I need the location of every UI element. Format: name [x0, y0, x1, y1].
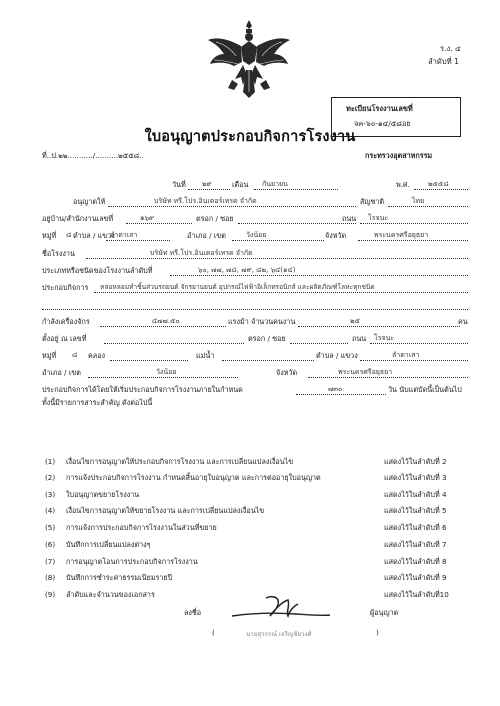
location-subdistrict-label: ตำบล / แขวง [316, 351, 358, 360]
canal-label: คลอง [88, 351, 106, 360]
date-year: ๒๕๕๘ [428, 180, 449, 188]
condition-page-ref: แสดงไว้ในลำดับที่ 7 [384, 540, 447, 549]
grantee-name: บริษัท ทรี.โปร.อินเตอร์เทรด จำกัด [154, 197, 257, 205]
district-value: วังน้อย [246, 231, 267, 239]
location-road-value: โรจนะ [374, 334, 395, 342]
nationality-value: ไทย [412, 197, 425, 205]
signatory-name: นายสุวรรณ์ เจริญชัยวงศ์ [246, 631, 312, 638]
alley-label: ตรอก / ซอย [196, 214, 234, 223]
location-subdistrict-value: ลำตาเสา [392, 351, 420, 359]
workers-value: ๒๕ [350, 317, 360, 325]
date-day: ๒๙ [202, 180, 212, 188]
condition-page-ref: แสดงไว้ในลำดับที่ 2 [384, 457, 447, 466]
condition-text: บันทึกการชำระค่าธรรมเนียมรายปี [66, 573, 173, 582]
moo-value: ๘ [66, 231, 72, 239]
subdistrict-label: ตำบล / แขวง [73, 231, 115, 240]
deadline-days: ๗๓๐ [328, 385, 343, 393]
factory-type-value: ๖๐, ๗๗, ๗๘, ๗๙, ๘๒, ๖๔(๑๔) [198, 266, 296, 274]
condition-number: (5) [45, 523, 56, 532]
condition-text: การแจ้งการประกอบกิจการโรงงานในส่วนที่ขยาย [66, 523, 217, 532]
condition-number: (9) [45, 590, 56, 599]
date-month: กันยายน [262, 180, 288, 188]
deadline-text: ประกอบกิจการได้โดยให้เริ่มประกอบกิจการโรงงานภายในกำหนด [42, 385, 243, 394]
condition-page-ref: แสดงไว้ในลำดับที่ 3 [384, 473, 447, 482]
deadline-suffix: วัน นับแต่บัดนี้เป็นต้นไป [388, 385, 462, 394]
document-number [42, 151, 144, 161]
river-label: แม่น้ำ [196, 351, 215, 360]
page-title: ใบอนุญาตประกอบกิจการโรงงาน [144, 129, 356, 145]
condition-number: (7) [45, 557, 56, 566]
date-label: วันที่ [172, 180, 186, 189]
garuda-emblem [206, 18, 292, 100]
condition-number: (4) [45, 506, 56, 515]
location-province-label: จังหวัด [276, 368, 298, 377]
factory-name-value: บริษัท ทรี.โปร.อินเตอร์เทรด จำกัด [150, 249, 253, 257]
nationality-label: สัญชาติ [360, 197, 385, 206]
location-moo-value: ๘ [72, 351, 78, 359]
moo-label: หมู่ที่ [42, 231, 57, 240]
signature-close-paren: ) [376, 628, 379, 637]
condition-page-ref: แสดงไว้ในลำดับที่ 5 [384, 506, 447, 515]
document-number-label: ที่ [42, 151, 47, 160]
business-value: หล่อหลอมทำชิ้นส่วนรถยนต์ จักรยานยนต์ อุปกรณ์ไฟฟ้าอิเล็กทรอนิกส์ และผลิตภัณฑ์โลหะทุกชนิด [100, 283, 375, 291]
sequence-label: ลำดับที่ 1 [428, 57, 459, 66]
subdistrict-value: ลำตาเสา [110, 231, 138, 239]
road-value: โรจนะ [368, 214, 389, 222]
condition-text: ใบอนุญาตขยายโรงงาน [66, 490, 140, 499]
condition-text: การแจ้งประกอบกิจการโรงงาน กำหนดสิ้นอายุใบอนุญาต และการต่ออายุใบอนุญาต [66, 473, 321, 482]
power-unit: แรงม้า จำนวนคนงาน [228, 317, 296, 326]
province-value: พระนครศรีอยุธยา [374, 231, 429, 239]
month-label: เดือน [232, 180, 249, 189]
workers-unit: คน [458, 317, 468, 326]
factory-name-label: ชื่อโรงงาน [42, 249, 75, 258]
form-code: ร.ง. ๔ [440, 44, 461, 53]
condition-number: (8) [45, 573, 56, 582]
grantee-label: อนุญาตให้ [73, 197, 106, 206]
document-number-value: ..ป.๒๒.........../..........๒๕๕๘.. [46, 151, 144, 160]
condition-number: (2) [45, 473, 56, 482]
year-label: พ.ศ. [396, 180, 410, 189]
signature-open-paren: ( [212, 628, 215, 637]
location-district-value: วังน้อย [156, 368, 177, 376]
location-alley-label: ตรอก / ซอย [248, 334, 286, 343]
condition-page-ref: แสดงไว้ในลำดับที่ 8 [384, 557, 447, 566]
condition-page-ref: แสดงไว้ในลำดับที่ 6 [384, 523, 447, 532]
power-label: กำลังเครื่องจักร [42, 317, 90, 326]
factory-type-label: ประเภทหรือชนิดของโรงงานลำดับที่ [42, 266, 153, 275]
grantor-role: ผู้อนุญาต [370, 608, 399, 617]
condition-text: บันทึกการเปลี่ยนแปลงต่างๆ [66, 540, 151, 549]
address-label: อยู่บ้าน/สำนักงานเลขที่ [42, 214, 114, 223]
location-province-value: พระนครศรีอยุธยา [338, 368, 393, 376]
essence-text: ทั้งนี้มีรายการสาระสำคัญ ดังต่อไปนี้ [42, 398, 153, 407]
location-moo-label: หมู่ที่ [42, 351, 57, 360]
sign-label: ลงชื่อ [184, 608, 202, 617]
district-label: อำเภอ / เขต [187, 231, 226, 240]
address-number: ๑๖๙ [140, 214, 155, 222]
road-label: ถนน [342, 214, 357, 223]
condition-page-ref: แสดงไว้ในลำดับที่ 4 [384, 490, 447, 499]
condition-number: (3) [45, 490, 56, 499]
location-road-label: ถนน [352, 334, 367, 343]
province-label: จังหวัด [325, 231, 347, 240]
condition-text: ลำดับและจำนวนของเอกสาร [66, 590, 155, 599]
condition-number: (6) [45, 540, 56, 549]
power-value: ๔๗๗.๕๐ [152, 317, 180, 325]
location-district-label: อำเภอ / เขต [42, 368, 81, 377]
signature-mark [226, 592, 336, 626]
registration-label: ทะเบียนโรงงานเลขที่ [346, 104, 413, 113]
condition-page-ref: แสดงไว้ในลำดับที่10 [384, 590, 449, 599]
condition-text: เงื่อนไขการอนุญาตให้ขยายโรงงาน และการเปลี่ยนแปลงเงื่อนไข [66, 506, 265, 515]
condition-text: เงื่อนไขการอนุญาตให้ประกอบกิจการโรงงาน และการเปลี่ยนแปลงเงื่อนไข [66, 457, 294, 466]
condition-page-ref: แสดงไว้ในลำดับที่ 9 [384, 573, 447, 582]
business-label: ประกอบกิจการ [42, 283, 89, 292]
condition-text: การอนุญาตโอนการประกอบกิจการโรงงาน [66, 557, 198, 566]
registration-number: จ๓-๖๐-๑๔/๕๘อย [354, 119, 411, 128]
ministry-name: กระทรวงอุตสาหกรรม [365, 151, 433, 160]
location-label: ตั้งอยู่ ณ เลขที่ [42, 334, 87, 343]
condition-number: (1) [45, 457, 56, 466]
